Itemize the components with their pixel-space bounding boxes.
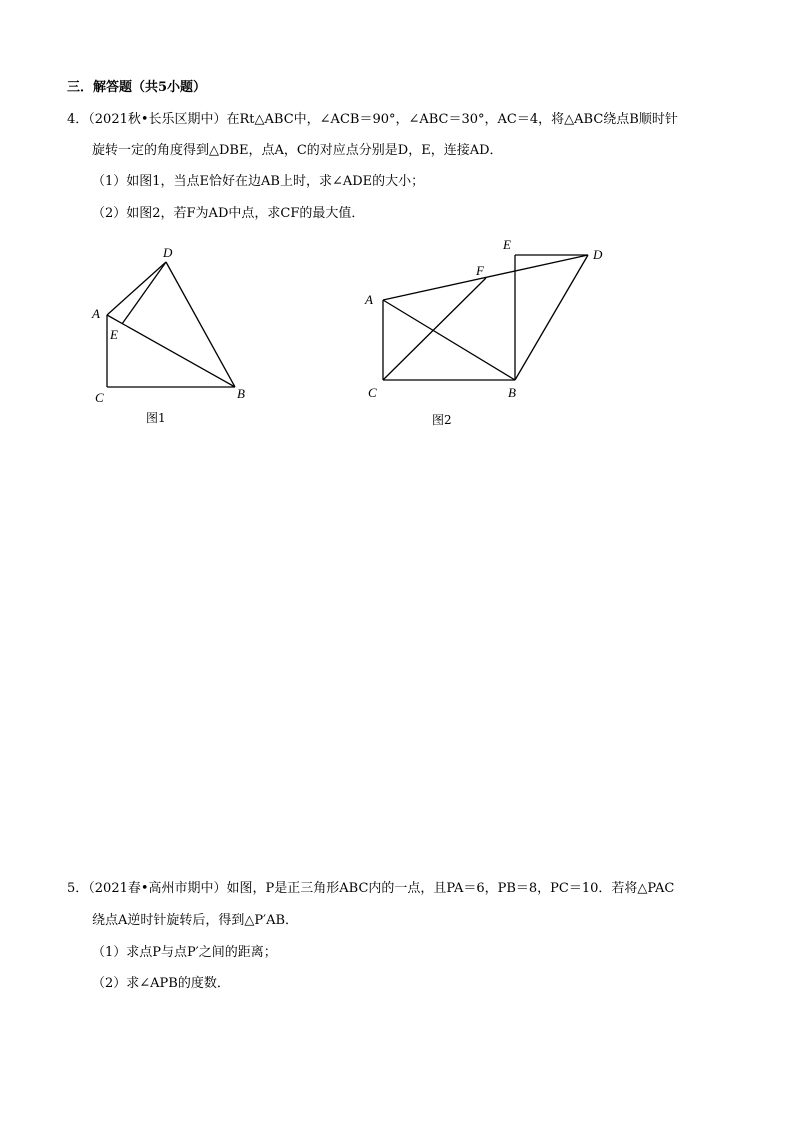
fig1-caption: 图1 <box>146 411 166 425</box>
fig1-label-a: A <box>92 306 100 321</box>
section-heading: 三．解答题（共5小题） <box>67 80 207 95</box>
q5-subquestion-2: （2）求∠APB的度数． <box>92 976 230 991</box>
fig2-label-c: C <box>368 385 377 400</box>
q4-figure-2 <box>355 235 615 405</box>
fig2-segment-cf <box>383 278 486 380</box>
fig2-label-f: F <box>476 263 484 278</box>
fig1-label-c: C <box>95 390 104 405</box>
q4-figure-1 <box>80 240 270 410</box>
q4-line-1: 4．（2021秋•长乐区期中）在Rt△ABC中，∠ACB＝90°，∠ABC＝30°，AC＝4，将△ABC绕点B顺时针 <box>67 112 678 127</box>
fig1-label-d: D <box>163 245 173 260</box>
q5-subquestion-1: （1）求点P与点P′之间的距离； <box>92 945 277 960</box>
fig2-label-b: B <box>508 385 516 400</box>
fig2-caption: 图2 <box>432 413 452 427</box>
q4-subquestion-2: （2）如图2，若F为AD中点，求CF的最大值． <box>92 206 365 221</box>
q4-subquestion-1: （1）如图1，当点E恰好在边AB上时，求∠ADE的大小； <box>92 174 425 189</box>
fig2-label-a: A <box>365 292 373 307</box>
fig2-segment-ab <box>383 300 515 380</box>
fig1-segment-de <box>122 262 166 324</box>
q4-line-2: 旋转一定的角度得到△DBE，点A，C的对应点分别是D，E，连接AD． <box>92 143 503 158</box>
fig1-segment-ad <box>107 262 166 315</box>
fig1-label-b: B <box>237 386 245 401</box>
fig1-label-e: E <box>110 327 118 342</box>
fig2-label-d: D <box>593 247 603 262</box>
q5-line-2: 绕点A逆时针旋转后，得到△P′AB． <box>92 913 299 928</box>
q5-line-1: 5．（2021春•高州市期中）如图，P是正三角形ABC内的一点，且PA＝6，PB＝8，PC＝10．若将△PAC <box>67 881 675 896</box>
fig2-label-e: E <box>503 237 511 252</box>
fig2-segment-ad <box>383 255 588 300</box>
fig2-segment-db <box>515 255 588 380</box>
